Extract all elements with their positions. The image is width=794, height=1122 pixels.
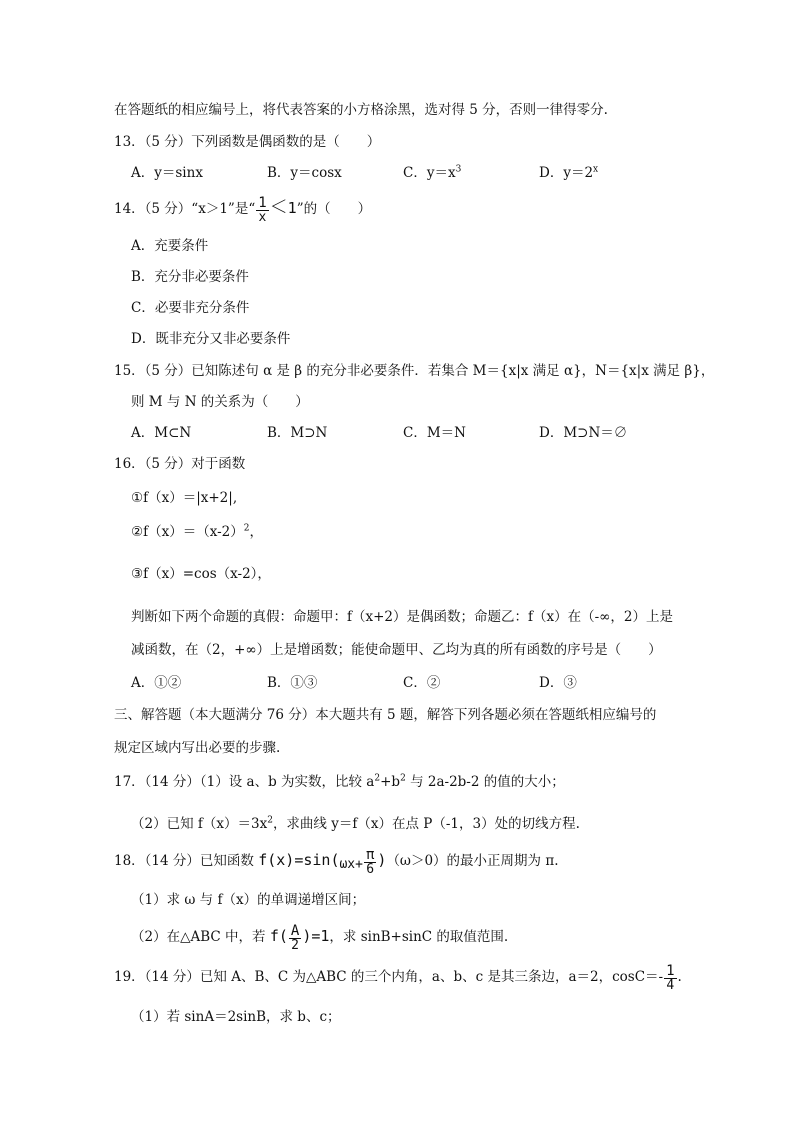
q14-fraction-den: x [258, 209, 267, 225]
q18-part2-fraction [289, 924, 301, 952]
q19-fraction-den: 4 [666, 977, 675, 993]
q19-stem-post: . [677, 969, 682, 985]
q18-part2-f: f( [269, 927, 288, 945]
q16-option-c: C．② [403, 675, 441, 691]
q18-func-tail: ) [377, 851, 387, 869]
q18-fraction-num: π [365, 846, 375, 863]
q13-option-d-exp: x [593, 164, 599, 175]
q15-stem-line2: 则 M 与 N 的关系为（ ） [131, 394, 309, 410]
q15-option-d: D．M⊃N＝∅ [539, 425, 628, 441]
q16-func-2-exp: 2 [243, 523, 250, 534]
q13-stem: 13．（5 分）下列函数是偶函数的是（ ） [114, 134, 381, 150]
q15-option-c: C．M＝N [403, 425, 466, 441]
q19-fraction-num: 1 [666, 962, 675, 979]
q18-omega-x: ωx+ [339, 857, 363, 872]
q17-part1-exp2: 2 [400, 773, 406, 784]
q15-stem-line1: 15．（5 分）已知陈述句 α 是 β 的充分非必要条件．若集合 M＝{x|x 满足 α}，N＝{x|x 满足 β}， [114, 363, 715, 379]
q16-func-3: ③f（x）=cos（x-2）， [131, 566, 271, 582]
q16-func-2-base: ②f（x）＝（x-2） [131, 524, 244, 540]
q14-fraction-num: 1 [258, 194, 267, 211]
q18-fraction-den: 6 [366, 861, 375, 877]
q16-option-a: A．①② [131, 675, 182, 691]
q18-func-head: f(x)=sin( [258, 851, 340, 869]
q14-stem-post: ”的（ ） [296, 201, 372, 217]
q18-stem-pre: 18．（14 分）已知函数 [114, 853, 259, 869]
q18-part2-eq: )=1 [302, 927, 330, 945]
q19-stem [114, 962, 682, 992]
q17-part1 [114, 772, 565, 792]
q16-stem: 16．（5 分）对于函数 [114, 456, 246, 472]
q13-option-d [539, 163, 598, 183]
q14-option-c: C．必要非充分条件 [131, 300, 250, 316]
q13-option-c-exp: 3 [455, 164, 462, 175]
q17-part1-post: 与 2a-2b-2 的值的大小； [405, 774, 565, 790]
q18-stem [114, 845, 559, 880]
q18-part2-fraction-den: 2 [291, 937, 299, 953]
q16-func-2-tail: ， [249, 524, 263, 540]
q19-stem-pre: 19．（14 分）已知 A、B、C 为△ABC 的三个内角，a、b、c 是其三条边，a＝2，cosC＝- [114, 969, 664, 985]
q14-option-b: B．充分非必要条件 [131, 269, 249, 285]
q19-fraction [664, 964, 676, 992]
q14-fraction [256, 196, 268, 224]
q18-part2-pre: （2）在△ABC 中，若 [131, 929, 270, 945]
q16-option-d: D．③ [539, 675, 577, 691]
q13-option-c [403, 163, 461, 183]
section3-heading-line1: 三、解答题（本大题满分 76 分）本大题共有 5 题，解答下列各题必须在答题纸相应编号的 [114, 707, 657, 723]
q14-option-a: A．充要条件 [131, 238, 209, 254]
q16-func-1: ①f（x）＝|x+2|, [131, 490, 238, 506]
q17-part2-post: ，求曲线 y＝f（x）在点 P（-1，3）处的切线方程. [272, 816, 580, 832]
q17-part1-pre: 17．（14 分）（1）设 a、b 为实数，比较 a [114, 774, 375, 790]
q17-part1-mid: +b [380, 774, 401, 790]
q18-part2-post: ，求 sinB+sinC 的取值范围. [329, 929, 509, 945]
q16-option-b: B．①③ [267, 675, 318, 691]
q17-part1-exp1: 2 [374, 773, 381, 784]
q17-part2-pre: （2）已知 f（x）＝3x [131, 816, 268, 832]
q14-stem [114, 195, 371, 224]
q18-part2-fraction-num: A [290, 922, 300, 939]
q18-fraction [364, 848, 376, 876]
q13-option-b: B．y＝cosx [267, 165, 342, 181]
q14-stem-pre: 14．（5 分）“x＞1”是“ [114, 201, 256, 217]
q16-judge-line1: 判断如下两个命题的真假：命题甲：f（x+2）是偶函数；命题乙：f（x）在（-∞，2）上是 [131, 609, 674, 625]
q14-less-than: ＜ [269, 197, 288, 218]
q13-option-c-base: C．y＝x [403, 165, 456, 181]
q18-part1: （1）求 ω 与 f（x）的单调递增区间； [131, 892, 366, 908]
q17-part2 [131, 814, 580, 834]
q18-stem-post: （ω＞0）的最小正周期为 π. [386, 853, 559, 869]
q14-one: 1 [287, 199, 297, 217]
q14-option-d: D．既非充分又非必要条件 [131, 331, 291, 347]
intro-text: 在答题纸的相应编号上，将代表答案的小方格涂黑，选对得 5 分，否则一律得零分. [114, 102, 608, 118]
q16-judge-line2: 减函数，在（2，+∞）上是增函数；能使命题甲、乙均为真的所有函数的序号是（ ） [131, 642, 662, 658]
q19-part1: （1）若 sinA＝2sinB，求 b、c； [131, 1009, 341, 1025]
q17-part2-exp: 2 [267, 815, 273, 826]
q18-part2 [131, 921, 508, 952]
q13-option-a: A．y＝sinx [131, 165, 203, 181]
q15-option-b: B．M⊃N [267, 425, 328, 441]
q16-func-2 [131, 522, 263, 542]
section3-heading-line2: 规定区域内写出必要的步骤. [114, 740, 281, 756]
q13-option-d-base: D．y＝2 [539, 165, 594, 181]
q15-option-a: A．M⊂N [131, 425, 192, 441]
